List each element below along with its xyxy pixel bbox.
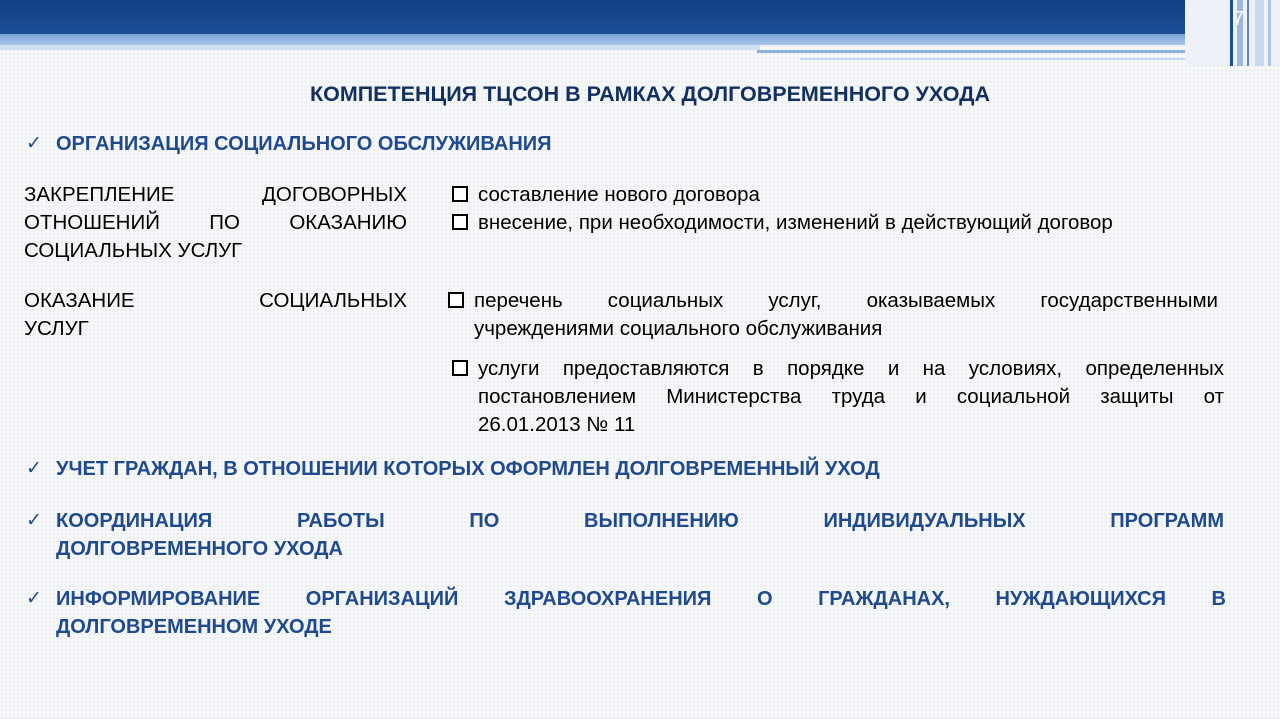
- block-label-line: ОКАЗАНИЕ СОЦИАЛЬНЫХ: [24, 289, 407, 312]
- block-contract-label: [24, 181, 407, 265]
- block-services-label: [24, 287, 407, 343]
- block-label-line: СОЦИАЛЬНЫХ УСЛУГ: [24, 239, 243, 262]
- checkbox-bullet-icon: [452, 186, 468, 202]
- section-line: ИНФОРМИРОВАНИЕ ОРГАНИЗАЦИЙ ЗДРАВООХРАНЕНИЯ О ГРАЖДАНАХ, НУЖДАЮЩИХСЯ В: [56, 588, 1226, 610]
- slide-number: 7: [1232, 8, 1244, 30]
- block-label-line: ЗАКРЕПЛЕНИЕ ДОГОВОРНЫХ: [24, 183, 407, 206]
- header-pale-band: [0, 45, 760, 50]
- section-label-block: [56, 585, 1226, 641]
- header-light-band: [0, 34, 1185, 45]
- header-accent-line: [757, 50, 1185, 53]
- bullet-text: внесение, при необходимости, изменений в действующий договор: [478, 211, 1113, 234]
- bullet-line: учреждениями социального обслуживания: [474, 317, 883, 340]
- bullet-line: постановлением Министерства труда и социальной защиты от: [478, 385, 1224, 408]
- header-accent-line-thin: [800, 58, 1185, 60]
- checkmark-icon: ✓: [26, 458, 42, 479]
- section-line: ДОЛГОВРЕМЕННОМ УХОДЕ: [56, 616, 332, 638]
- checkbox-bullet-icon: [448, 292, 464, 308]
- bullet-line: 26.01.2013 № 11: [478, 413, 636, 436]
- section-label: ОРГАНИЗАЦИЯ СОЦИАЛЬНОГО ОБСЛУЖИВАНИЯ: [56, 133, 552, 155]
- corner-stripe: [1255, 0, 1264, 66]
- checkmark-icon: ✓: [26, 588, 42, 609]
- corner-stripe: [1247, 0, 1249, 66]
- bullet-text-block: [474, 287, 1218, 343]
- section-line: КООРДИНАЦИЯ РАБОТЫ ПО ВЫПОЛНЕНИЮ ИНДИВИДУАЛЬНЫХ ПРОГРАММ: [56, 510, 1224, 532]
- corner-stripe: [1268, 0, 1271, 66]
- block-label-line: ОТНОШЕНИЙ ПО ОКАЗАНИЮ: [24, 211, 407, 234]
- section-line: ДОЛГОВРЕМЕННОГО УХОДА: [56, 538, 343, 560]
- checkbox-bullet-icon: [452, 214, 468, 230]
- block-label-line: УСЛУГ: [24, 317, 89, 340]
- bullet-line: перечень социальных услуг, оказываемых государственными: [474, 289, 1218, 312]
- bullet-line: услуги предоставляются в порядке и на условиях, определенных: [478, 357, 1224, 380]
- section-label-block: [56, 507, 1224, 563]
- header-dark-band: [0, 0, 1280, 34]
- slide-title: КОМПЕТЕНЦИЯ ТЦСОН В РАМКАХ ДОЛГОВРЕМЕННОГО УХОДА: [309, 82, 991, 106]
- bullet-text: составление нового договора: [478, 183, 760, 206]
- checkbox-bullet-icon: [452, 360, 468, 376]
- checkmark-icon: ✓: [26, 133, 42, 154]
- section-label: УЧЕТ ГРАЖДАН, В ОТНОШЕНИИ КОТОРЫХ ОФОРМЛЕН ДОЛГОВРЕМЕННЫЙ УХОД: [56, 458, 880, 480]
- bullet-text-block: [478, 355, 1224, 439]
- checkmark-icon: ✓: [26, 510, 42, 531]
